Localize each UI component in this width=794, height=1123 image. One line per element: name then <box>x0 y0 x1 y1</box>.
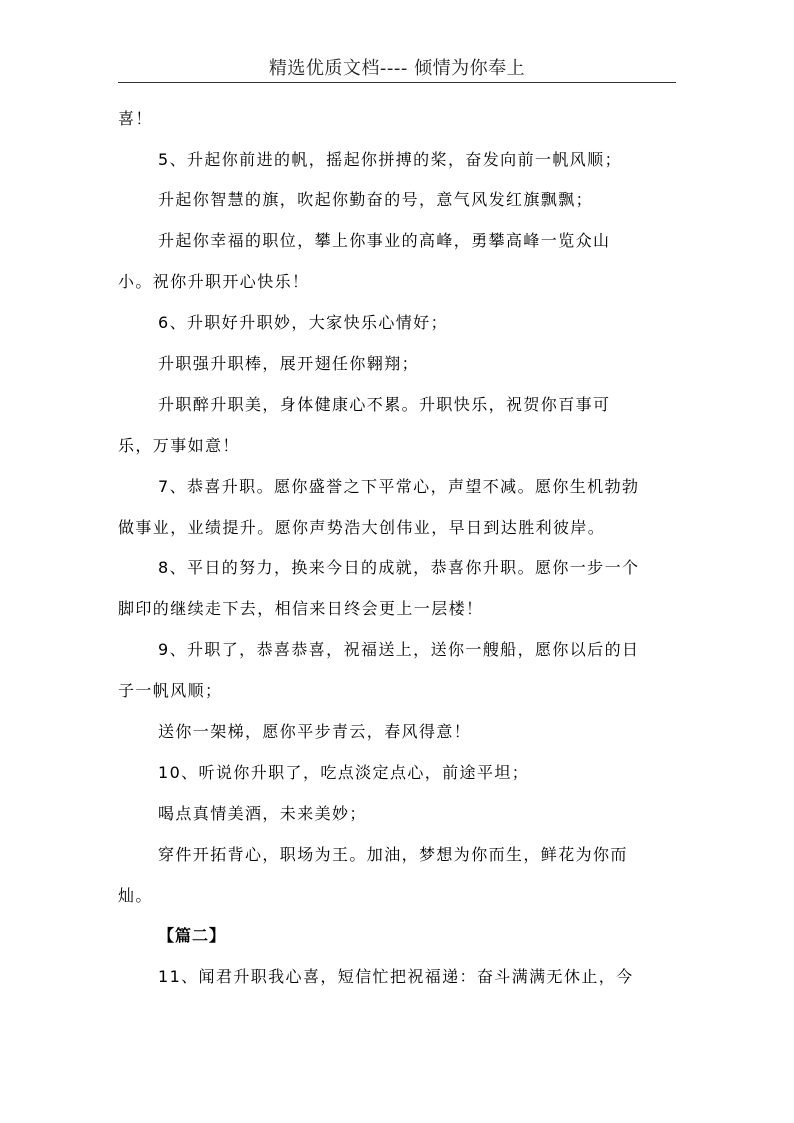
body-line: 9、升职了，恭喜恭喜，祝福送上，送你一艘船，愿你以后的日 <box>158 640 640 659</box>
page-header-title: 精选优质文档---- 倾情为你奉上 <box>268 58 526 79</box>
body-line: 6、升职好升职妙，大家快乐心情好； <box>158 313 448 332</box>
body-line: 升起你智慧的旗，吹起你勤奋的号，意气风发红旗飘飘； <box>158 190 594 209</box>
body-line: 送你一架梯，愿你平步青云，春风得意！ <box>158 722 472 741</box>
body-line: 喝点真情美酒，未来美妙； <box>158 804 367 823</box>
body-line: 穿件开拓背心，职场为王。加油，梦想为你而生，鲜花为你而 <box>158 845 628 864</box>
body-line: 灿。 <box>118 886 153 905</box>
body-line: 乐，万事如意！ <box>118 436 240 455</box>
body-line: 8、平日的努力，换来今日的成就，恭喜你升职。愿你一步一个 <box>158 558 640 577</box>
body-line: 升职强升职棒，展开翅任你翱翔； <box>158 354 420 373</box>
body-line: 做事业，业绩提升。愿你声势浩大创伟业，早日到达胜利彼岸。 <box>118 518 606 537</box>
body-line: 7、恭喜升职。愿你盛誉之下平常心，声望不减。愿你生机勃勃 <box>158 477 640 496</box>
body-line: 子一帆风顺； <box>118 681 223 700</box>
header-divider <box>118 82 676 83</box>
body-line: 10、听说你升职了，吃点淡定点心，前途平坦； <box>158 763 530 782</box>
body-line: 小。祝你升职开心快乐！ <box>118 272 310 291</box>
body-line: 升职醉升职美，身体健康心不累。升职快乐，祝贺你百事可 <box>158 395 611 414</box>
body-line: 11、闻君升职我心喜，短信忙把祝福递：奋斗满满无休止，今 <box>158 967 634 986</box>
body-line: 升起你幸福的职位，攀上你事业的高峰，勇攀高峰一览众山 <box>158 231 611 250</box>
body-line: 脚印的继续走下去，相信来日终会更上一层楼！ <box>118 599 484 618</box>
body-line: 喜！ <box>118 109 153 128</box>
section-heading: 【篇二】 <box>158 926 227 945</box>
body-line: 5、升起你前进的帆，摇起你拼搏的桨，奋发向前一帆风顺； <box>158 150 622 169</box>
